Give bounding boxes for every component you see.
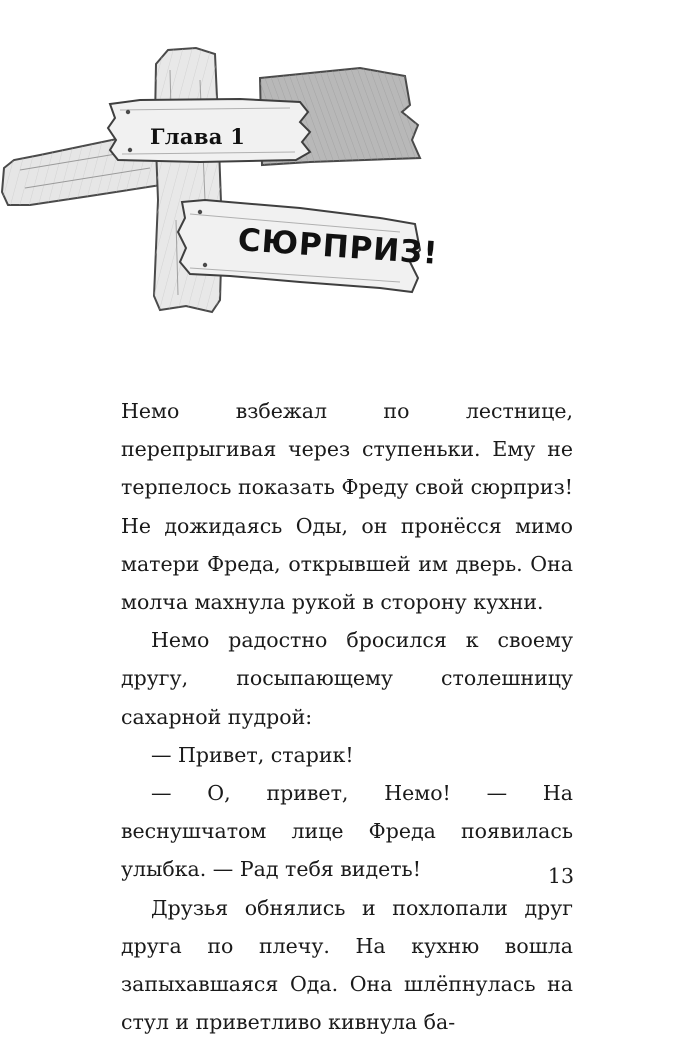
body-text	[121, 392, 573, 1041]
paragraph: Немо взбежал по лестнице, перепрыгивая через ступеньки. Ему не терпелось показать Фреду свой сюрприз! Не дожидаясь Оды, он пронёсся мимо матери Фреда, открывшей им дверь. Она молча махнула рукой в сторону кухни.	[121, 399, 573, 615]
chapter-label: Глава 1	[150, 124, 246, 149]
paragraph: — О, привет, Немо! — На веснушчатом лице Фреда появилась улыбка. — Рад тебя видеть!	[121, 781, 573, 882]
page-number: 13	[547, 864, 574, 888]
paragraph: Друзья обнялись и похлопали друг друга по плечу. На кухню вошла запыхавшаяся Ода. Она шлёпнулась на стул и приветливо кивнула ба-	[121, 895, 573, 1035]
paragraph: — Привет, старик!	[151, 742, 354, 767]
paragraph: Немо радостно бросился к своему другу, посыпающему столешницу сахарной пудрой:	[121, 628, 573, 729]
chapter-title: СЮРПРИЗ!	[236, 222, 440, 272]
signpost-illustration	[0, 0, 699, 330]
